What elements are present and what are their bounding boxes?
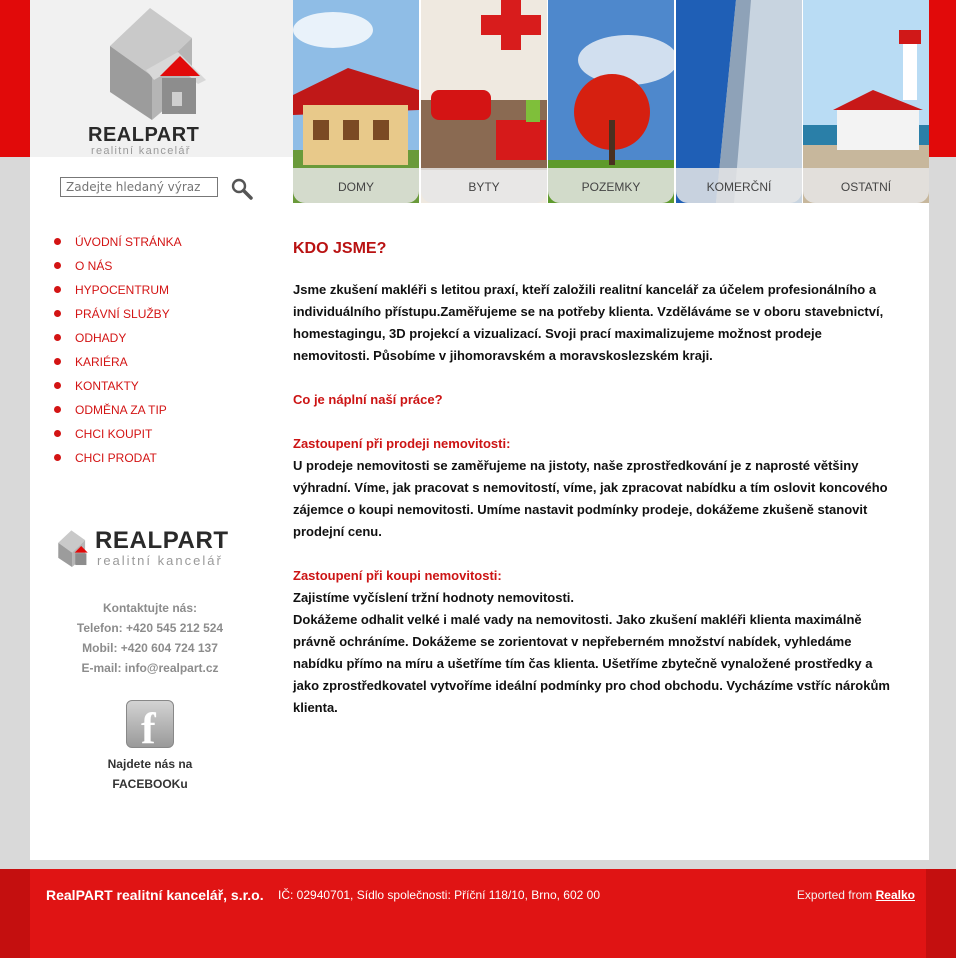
footer (0, 869, 956, 958)
facebook-icon: f (141, 704, 156, 753)
bullet-icon (54, 454, 61, 461)
tile-flats[interactable] (421, 0, 547, 203)
search-icon (230, 177, 254, 201)
brand-name-secondary: REALPART (95, 527, 229, 554)
intro-paragraph: Jsme zkušení makléři s letitou praxí, kteří založili realitní kancelář za účelem profesionálního a individuálního přístupu.Zaměřujeme se na potřeby klienta. Vzděláváme se v oboru stavebnictví, homestagingu, 3D projekcí a vizualizací. Svoji prací maximalizujeme možnost prodeje nemovitosti. Působíme v jihomoravském a moravskoslezském kraji. (293, 282, 884, 363)
tile-land-label: POZEMKY (548, 168, 674, 203)
nav-item-career[interactable]: KARIÉRA (54, 350, 182, 374)
brand-tagline: realitní kancelář (91, 145, 191, 157)
sale-heading: Zastoupení při prodeji nemovitosti: (293, 436, 511, 451)
footer-company: RealPART realitní kancelář, s.r.o. (46, 887, 264, 903)
bullet-icon (54, 238, 61, 245)
bullet-icon (54, 262, 61, 269)
bullet-icon (54, 430, 61, 437)
bullet-icon (54, 358, 61, 365)
search-input[interactable] (60, 177, 218, 197)
tile-flats-label: BYTY (421, 168, 547, 203)
question-heading: Co je náplní naší práce? (293, 392, 443, 407)
tile-houses[interactable] (293, 0, 419, 203)
tile-commercial[interactable] (676, 0, 802, 203)
facebook-button[interactable] (126, 700, 174, 753)
footer-address: IČ: 02940701, Sídlo společnosti: Příční 118/10, Brno, 602 00 (278, 888, 600, 902)
contact-mobile: Mobil: +420 604 724 137 (82, 641, 218, 655)
nav-item-want-sell[interactable]: CHCI PRODAT (54, 446, 182, 470)
contact-phone: Telefon: +420 545 212 524 (76, 621, 224, 635)
nav-item-tip-reward[interactable]: ODMĚNA ZA TIP (54, 398, 182, 422)
contact-email: E-mail: info@realpart.cz (81, 661, 219, 675)
tile-other-label: OSTATNÍ (803, 168, 929, 203)
nav-item-legal[interactable]: PRÁVNÍ SLUŽBY (54, 302, 182, 326)
page (30, 0, 929, 860)
buy-heading: Zastoupení při koupi nemovitosti: (293, 568, 502, 583)
category-tiles (293, 0, 929, 203)
bullet-icon (54, 310, 61, 317)
bullet-icon (54, 334, 61, 341)
nav-item-contacts[interactable]: KONTAKTY (54, 374, 182, 398)
tile-commercial-label: KOMERČNÍ (676, 168, 802, 203)
search-button[interactable] (230, 177, 254, 201)
page-title: KDO JSME? (293, 240, 387, 257)
bullet-icon (54, 286, 61, 293)
tile-land[interactable] (548, 0, 674, 203)
main-content (293, 240, 897, 719)
brand-logo-secondary (55, 528, 245, 572)
contact-heading: Kontaktujte nás: (102, 601, 197, 615)
tile-other[interactable] (803, 0, 929, 203)
nav-item-hypocentrum[interactable]: HYPOCENTRUM (54, 278, 182, 302)
house-logo-icon (100, 6, 210, 124)
header-logo-area (30, 0, 293, 157)
bullet-icon (54, 382, 61, 389)
nav-item-want-buy[interactable]: CHCI KOUPIT (54, 422, 182, 446)
footer-exported: Exported from Realko (796, 888, 915, 902)
brand-tagline-secondary: realitní kancelář (97, 553, 223, 568)
buy-paragraph: Dokážeme odhalit velké i malé vady na nemovitosti. Jako zkušení makléři klienta maximálně právně ochráníme. Dokážeme se zorientovat v nepřeberném množství nabídek, vyhledáme nabídku přímo na míru a ušetříme tím čas klienta. Ušetříme zbytečně vynaložené prostředky a jako zprostředkovatel vytvoříme ideální podmínky pro chod obchodu. Vycházíme vstříc nárokům klienta. (293, 612, 890, 715)
buy-first-line: Zajistíme vyčíslení tržní hodnoty nemovitosti. (293, 590, 574, 605)
brand-name: REALPART (88, 124, 200, 146)
tile-houses-label: DOMY (293, 168, 419, 203)
facebook-link[interactable]: Najdete nás na FACEBOOKu (107, 757, 193, 791)
nav-item-estimates[interactable]: ODHADY (54, 326, 182, 350)
house-logo-small-icon (55, 528, 91, 570)
brand-logo[interactable] (88, 6, 220, 157)
nav-item-home[interactable]: ÚVODNÍ STRÁNKA (54, 230, 182, 254)
sale-paragraph: U prodeje nemovitosti se zaměřujeme na jistoty, naše zprostředkování je z naprosté většiny výhradní. Víme, jak pracovat s nemovitostí, víme, jak zpracovat nabídku a tím oslovit koncového zájemce o koupi nemovitosti. Umíme nastavit podmínky prodeje, dokážeme zkušeně stanovit prodejní cenu. (293, 458, 888, 539)
nav-item-about[interactable]: O NÁS (54, 254, 182, 278)
bullet-icon (54, 406, 61, 413)
main-nav (54, 230, 182, 470)
realko-link[interactable]: Realko (875, 888, 915, 902)
contact-block (30, 598, 270, 678)
